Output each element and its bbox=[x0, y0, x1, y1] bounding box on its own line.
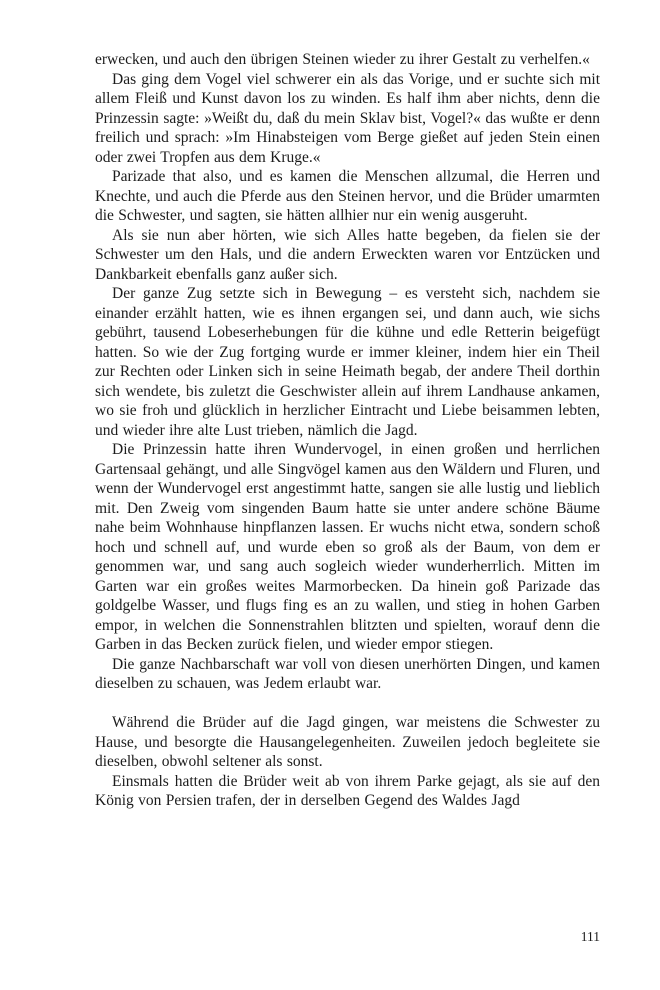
paragraph: Das ging dem Vogel viel schwerer ein als das Vorige, und er suchte sich mit allem Fleiß und Kunst davon los zu winden. Es half ihm aber nichts, denn die Prinzessin sagte: »Weißt du, daß du mein Sklav bist, Vogel?« das wußte er denn freilich und sprach: »Im Hinabsteigen vom Berge gießet auf jeden Stein einen oder zwei Tropfen aus dem Kruge.« bbox=[95, 70, 600, 166]
page-text bbox=[95, 50, 600, 811]
paragraph: Die ganze Nachbarschaft war voll von diesen unerhörten Dingen, und kamen dieselben zu schauen, was Jedem erlaubt war. bbox=[95, 655, 600, 692]
paragraph: erwecken, und auch den übrigen Steinen wieder zu ihrer Gestalt zu verhelfen.« bbox=[95, 51, 590, 68]
paragraph: Während die Brüder auf die Jagd gingen, war meistens die Schwester zu Hause, und besorgte die Hausangelegenheiten. Zuweilen jedoch begleitete sie dieselben, obwohl seltener als sonst. bbox=[95, 714, 600, 770]
paragraph: Als sie nun aber hörten, wie sich Alles hatte begeben, da fielen sie der Schwester um den Hals, und die andern Erweckten waren vor Entzücken und Dankbarkeit ebenfalls ganz außer sich. bbox=[95, 226, 600, 283]
paragraph: Der ganze Zug setzte sich in Bewegung – es versteht sich, nachdem sie einander erzählt hatten, wie es ihnen ergangen sei, und dann auch, wie sichs gebührt, tausend Lobeserhebungen für die kühne und edle Retterin beigefügt hatten. So wie der Zug fortging wurde er immer kleiner, indem hier ein Theil zur Rechten oder Linken sich in seine Heimath begab, der andere Theil dorthin sich wendete, bis zuletzt die Geschwister allein auf ihrem Landhause ankamen, wo sie froh und glücklich in herzlicher Eintracht und Liebe beisammen lebten, und wieder ihre alte Lust trieben, nämlich die Jagd. bbox=[95, 285, 600, 439]
paragraph: Die Prinzessin hatte ihren Wundervogel, in einen großen und herrlichen Gartensaal gehängt, und alle Singvögel kamen aus den Wäldern und Fluren, und wenn der Wundervogel erst angestimmt hatte, sangen sie alle lustig und lieblich mit. Den Zweig vom singenden Baum hatte sie unter andere schöne Bäume nahe beim Wohnhause hinpflanzen lassen. Er wuchs nicht etwa, sondern schoß hoch und schnell auf, und wurde eben so groß als der Baum, von dem er genommen war, und sang auch sogleich wieder wunderherrlich. Mitten im Garten war ein großes weites Marmorbecken. Da hinein goß Parizade das goldgelbe Wasser, und flugs fing es an zu wallen, und stieg in hohen Garben empor, in welchen die Sonnenstrahlen blitzten und spielten, worauf denn die Garben in das Becken zurück fielen, und wieder empor stiegen. bbox=[95, 441, 600, 653]
paragraph: Parizade that also, und es kamen die Menschen allzumal, die Herren und Knechte, und auch die Pferde aus den Steinen hervor, und die Brüder umarmten die Schwester, und sagten, sie hätten allhier nur ein wenig ausgeruht. bbox=[95, 168, 600, 224]
page-number: 111 bbox=[580, 928, 600, 944]
paragraph: Einsmals hatten die Brüder weit ab von ihrem Parke gejagt, als sie auf den König von Persien trafen, der in derselben Gegend des Waldes Jagd bbox=[95, 772, 600, 809]
section-break bbox=[95, 694, 600, 714]
